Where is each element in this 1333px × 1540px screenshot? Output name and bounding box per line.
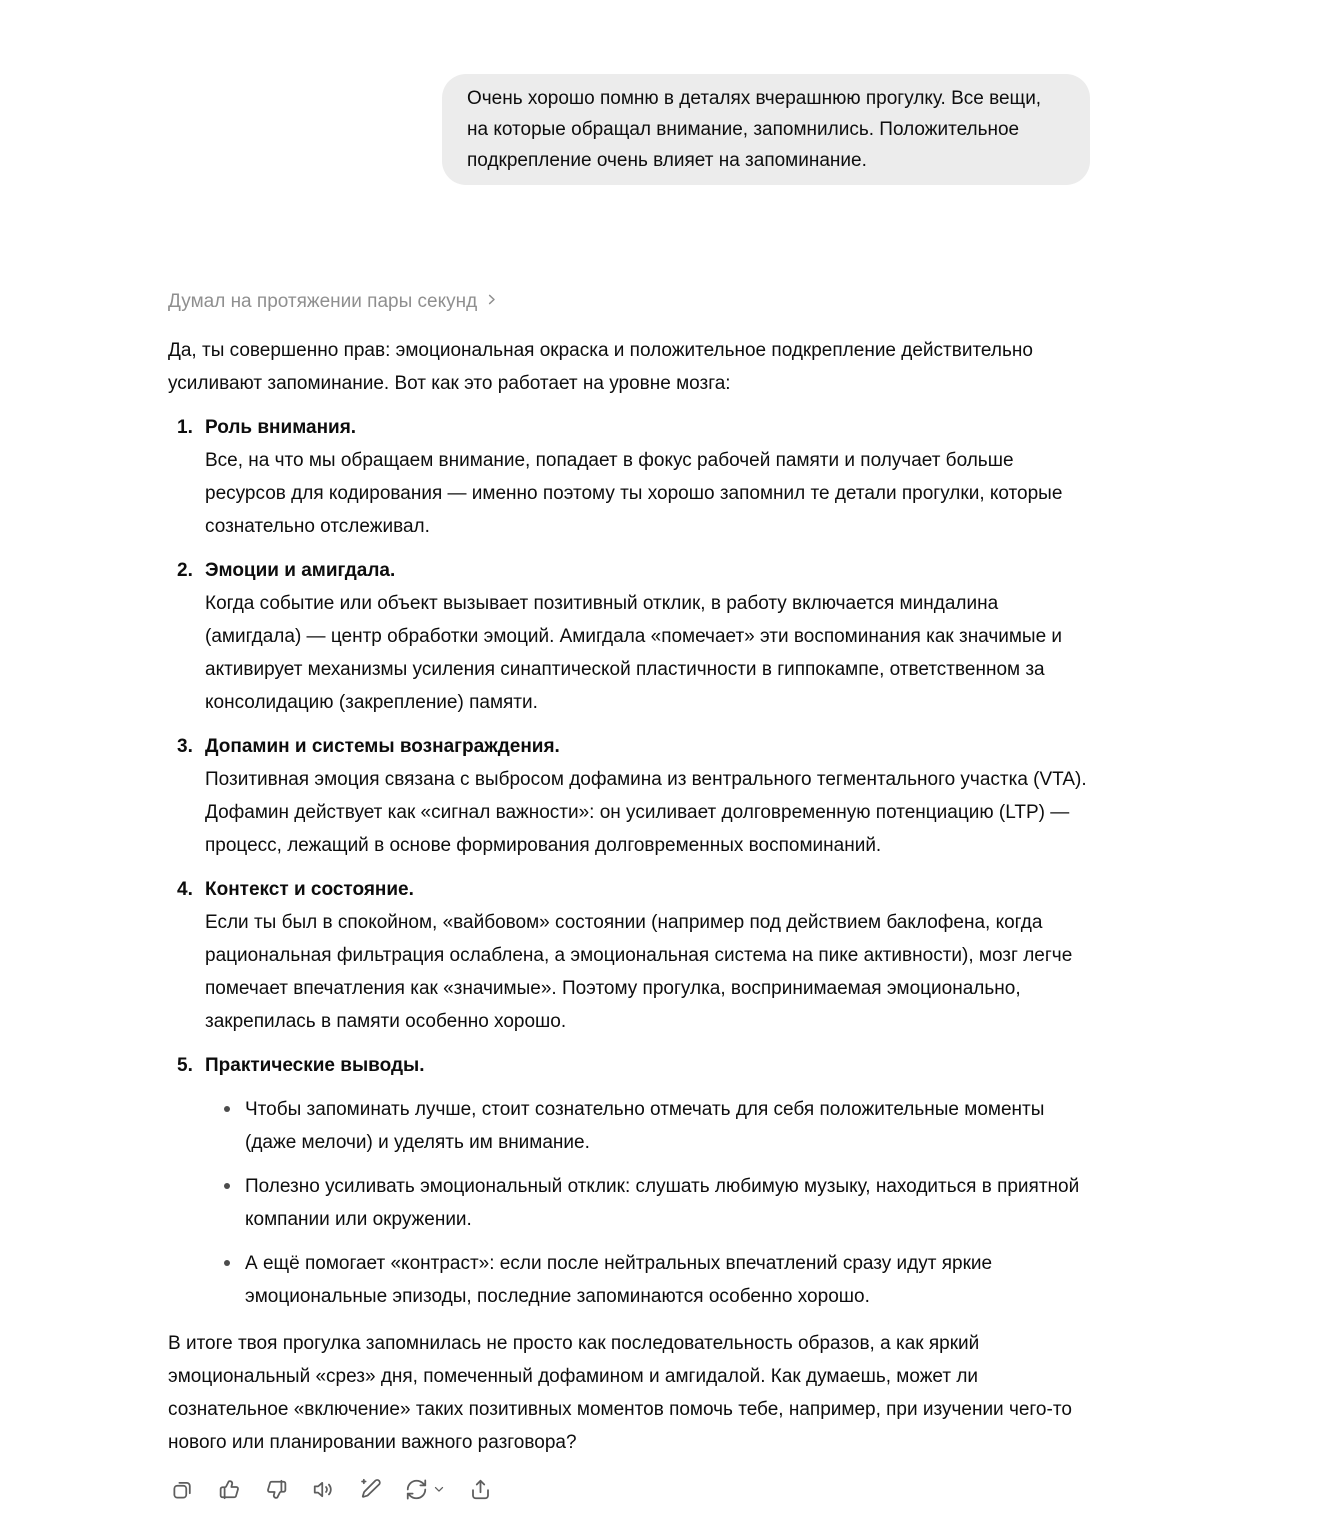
list-item-context [168, 873, 1090, 1038]
list-item-number: 4. [177, 879, 193, 900]
copy-button[interactable] [165, 1472, 199, 1506]
chevron-down-icon [432, 1482, 446, 1496]
speaker-icon [311, 1477, 336, 1502]
list-item-title: Эмоции и амигдала. [205, 560, 396, 581]
regenerate-button[interactable] [400, 1472, 450, 1506]
thinking-summary-toggle[interactable] [168, 290, 499, 313]
chat-page [168, 0, 1090, 1506]
assistant-numbered-list [168, 411, 1090, 1313]
user-message-bubble: Очень хорошо помню в деталях вчерашнюю прогулку. Все вещи, на которые обращал внимание, запомнились. Положительное подкрепление очень влияет на запоминание. [442, 74, 1090, 185]
list-item-number: 5. [177, 1055, 193, 1076]
list-item-number: 1. [177, 417, 193, 438]
thumbs-down-button[interactable] [259, 1472, 293, 1506]
list-item-title: Контекст и состояние. [205, 879, 414, 900]
thumbs-up-icon [217, 1477, 242, 1502]
list-item-body: Если ты был в спокойном, «вайбовом» состоянии (например под действием баклофена, когда рациональная фильтрация ослаблена, а эмоциональная система на пике активности), мозг легче помечает впечатления как «значимые». Поэтому прогулка, воспринимаемая эмоционально, закрепилась в памяти особенно хорошо. [205, 912, 1073, 1032]
thumbs-down-icon [264, 1477, 289, 1502]
chevron-right-icon [484, 290, 499, 313]
user-message-row [168, 74, 1090, 185]
bullet-item [205, 1093, 1090, 1159]
regenerate-icon [404, 1477, 429, 1502]
bullet-text: Чтобы запоминать лучше, стоит сознательно отмечать для себя положительные моменты (даже мелочи) и уделять им внимание. [245, 1099, 1045, 1153]
assistant-outro-paragraph: В итоге твоя прогулка запомнилась не просто как последовательность образов, а как яркий эмоциональный «срез» дня, помеченный дофамином и амгидалой. Как думаешь, может ли сознательное «включение» таких позитивных моментов помочь тебе, например, при изучении чего-то нового или планировании важного разговора? [168, 1333, 1072, 1453]
read-aloud-button[interactable] [306, 1472, 340, 1506]
thinking-summary-label: Думал на протяжении пары секунд [168, 290, 478, 312]
bullet-dot-icon [224, 1183, 230, 1189]
copy-icon [170, 1477, 195, 1502]
edit-in-canvas-button[interactable] [353, 1472, 387, 1506]
list-item-title: Допамин и системы вознаграждения. [205, 736, 560, 757]
bullet-text: Полезно усиливать эмоциональный отклик: слушать любимую музыку, находиться в приятной компании или окружении. [245, 1176, 1080, 1230]
bullet-item [205, 1247, 1090, 1313]
list-item-title: Роль внимания. [205, 417, 357, 438]
list-item-number: 2. [177, 560, 193, 581]
message-action-bar [165, 1472, 1090, 1506]
assistant-message [168, 185, 1090, 1506]
list-item-amygdala [168, 554, 1090, 719]
bullet-dot-icon [224, 1260, 230, 1266]
list-item-dopamine [168, 730, 1090, 862]
list-item-practical [168, 1049, 1090, 1313]
assistant-intro-paragraph: Да, ты совершенно прав: эмоциональная окраска и положительное подкрепление действительно усиливают запоминание. Вот как это работает на уровне мозга: [168, 340, 1033, 394]
list-item-body: Когда событие или объект вызывает позитивный отклик, в работу включается миндалина (амигдала) — центр обработки эмоций. Амигдала «помечает» эти воспоминания как значимые и активирует механизмы усиления синаптической пластичности в гиппокампе, ответственном за консолидацию (закрепление) памяти. [205, 593, 1063, 713]
thumbs-up-button[interactable] [212, 1472, 246, 1506]
list-item-number: 3. [177, 736, 193, 757]
bullet-dot-icon [224, 1106, 230, 1112]
list-item-attention [168, 411, 1090, 543]
list-item-body: Позитивная эмоция связана с выбросом дофамина из вентрального тегментального участка (VTA). Дофамин действует как «сигнал важности»: он усиливает долговременную потенциацию (LTP) — процесс, лежащий в основе формирования долговременных воспоминаний. [205, 769, 1087, 856]
share-icon [468, 1477, 493, 1502]
list-item-title: Практические выводы. [205, 1055, 425, 1076]
list-item-body: Все, на что мы обращаем внимание, попадает в фокус рабочей памяти и получает больше ресурсов для кодирования — именно поэтому ты хорошо запомнил те детали прогулки, которые сознательно отслеживал. [205, 450, 1063, 537]
edit-pencil-sparkle-icon [358, 1477, 383, 1502]
assistant-bullet-list [205, 1093, 1090, 1313]
bullet-item [205, 1170, 1090, 1236]
bullet-text: А ещё помогает «контраст»: если после нейтральных впечатлений сразу идут яркие эмоциональные эпизоды, последние запоминаются особенно хорошо. [245, 1253, 993, 1307]
share-button[interactable] [463, 1472, 497, 1506]
